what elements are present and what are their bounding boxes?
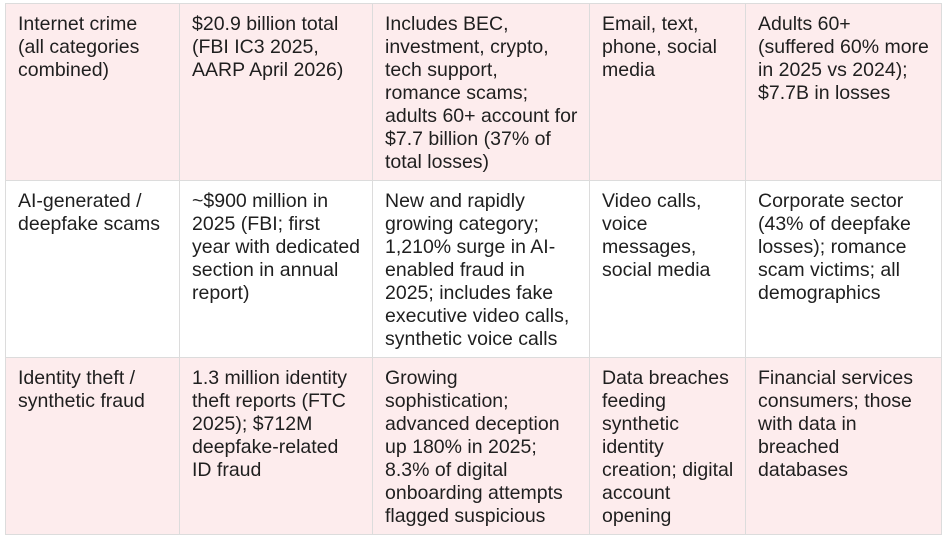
table-cell: AI-generated / deepfake scams bbox=[6, 181, 180, 358]
table-row bbox=[6, 358, 942, 535]
table-cell: Identity theft / synthetic fraud bbox=[6, 358, 180, 535]
table-cell: Financial services consumers; those with data in breached databases bbox=[746, 358, 942, 535]
data-table bbox=[5, 3, 942, 535]
table-cell: Adults 60+ (suffered 60% more in 2025 vs 2024); $7.7B in losses bbox=[746, 4, 942, 181]
table-cell: Email, text, phone, social media bbox=[590, 4, 746, 181]
table-row bbox=[6, 4, 942, 181]
table-cell: Internet crime (all categories combined) bbox=[6, 4, 180, 181]
table-cell: Includes BEC, investment, crypto, tech support, romance scams; adults 60+ account for $7.7 billion (37% of total losses) bbox=[373, 4, 590, 181]
table-cell: New and rapidly growing category; 1,210% surge in AI-enabled fraud in 2025; includes fake executive video calls, synthetic voice calls bbox=[373, 181, 590, 358]
table-cell: $20.9 billion total (FBI IC3 2025, AARP April 2026) bbox=[180, 4, 373, 181]
table-cell: ~$900 million in 2025 (FBI; first year with dedicated section in annual report) bbox=[180, 181, 373, 358]
table-cell: Data breaches feeding synthetic identity creation; digital account opening bbox=[590, 358, 746, 535]
table-cell: 1.3 million identity theft reports (FTC 2025); $712M deepfake-related ID fraud bbox=[180, 358, 373, 535]
table-cell: Corporate sector (43% of deepfake losses); romance scam victims; all demographics bbox=[746, 181, 942, 358]
table-cell: Growing sophistication; advanced deception up 180% in 2025; 8.3% of digital onboarding attempts flagged suspicious bbox=[373, 358, 590, 535]
table-cell: Video calls, voice messages, social media bbox=[590, 181, 746, 358]
table-row bbox=[6, 181, 942, 358]
